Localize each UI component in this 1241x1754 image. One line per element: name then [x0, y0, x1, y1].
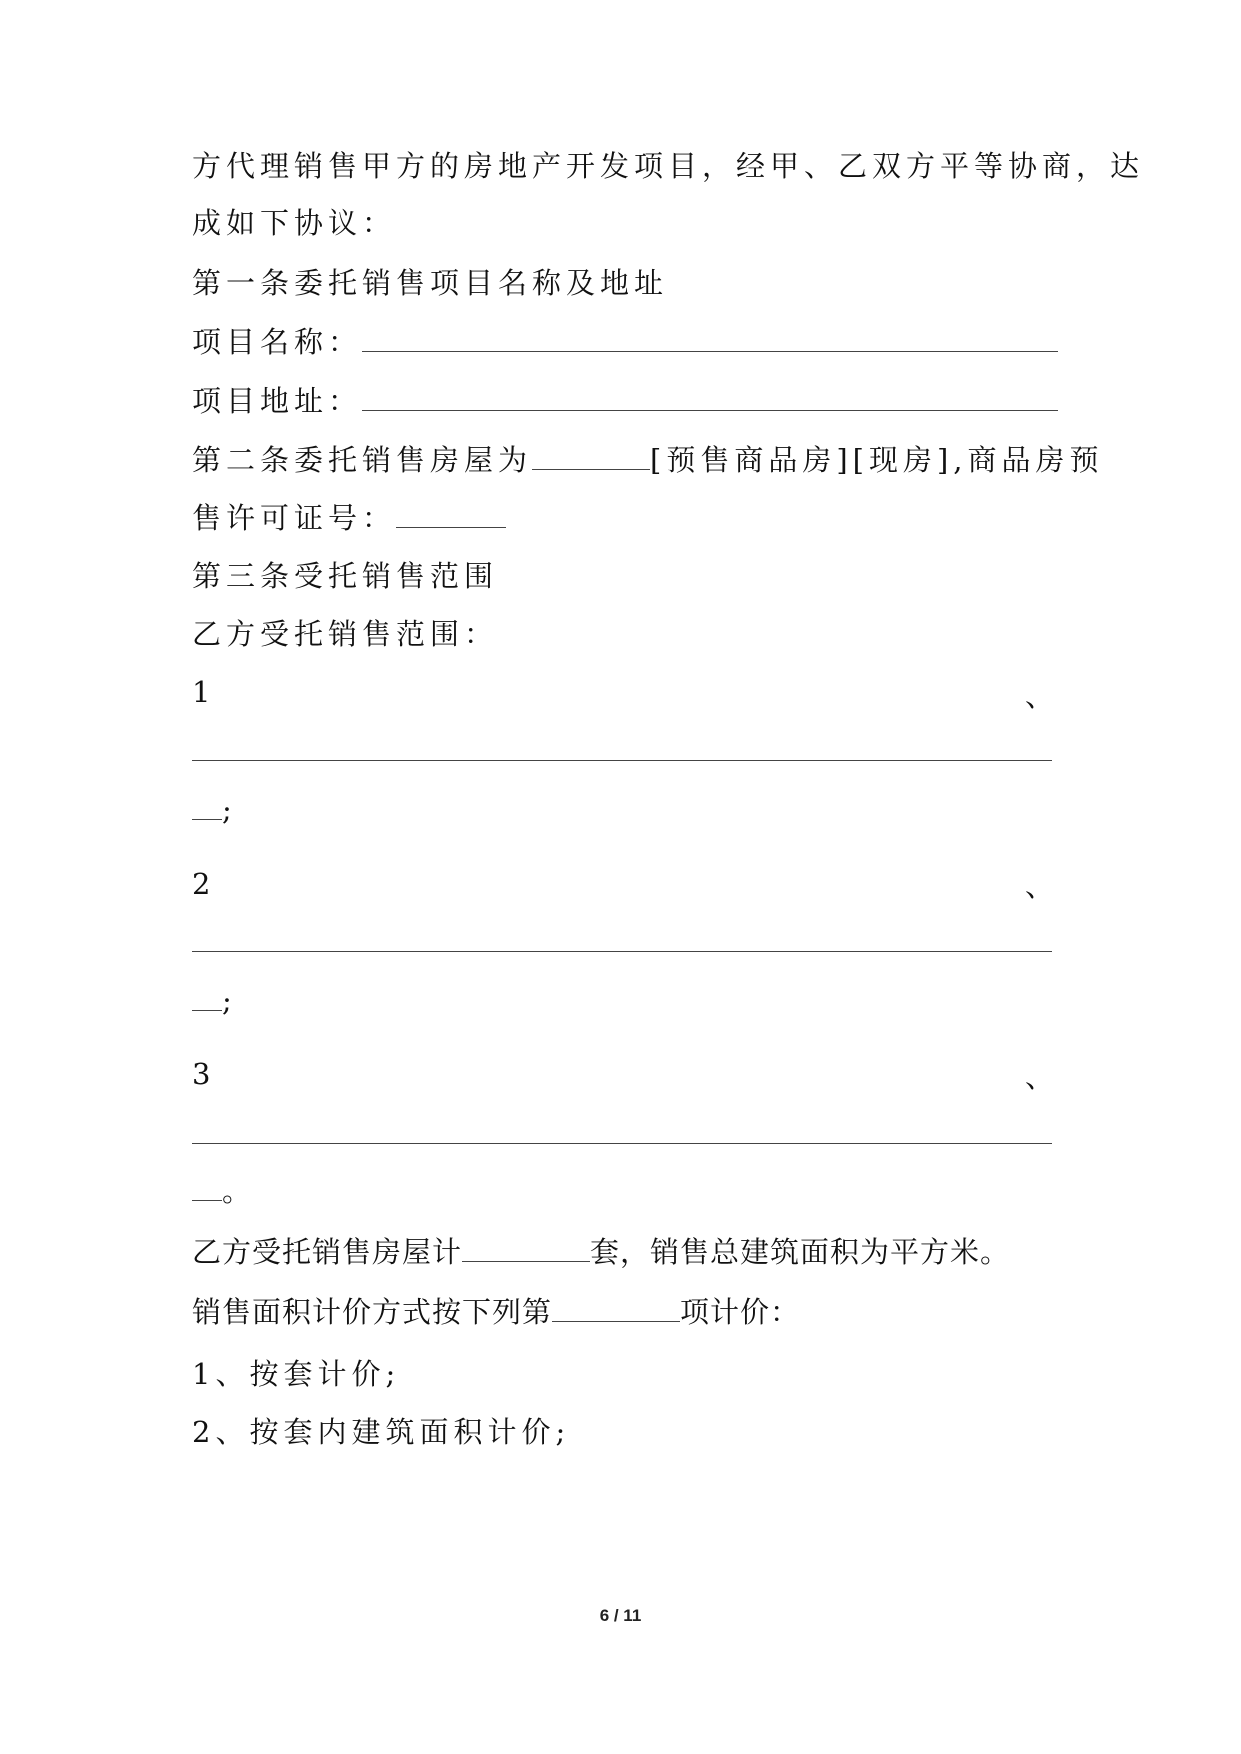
page-indicator: 6 / 11 [599, 1606, 642, 1625]
project-name-row [192, 322, 1052, 362]
paragraph-line-1: 方代理销售甲方的房地产开发项目，经甲、乙双方平等协商，达 [192, 149, 1145, 183]
permit-row [192, 498, 1052, 538]
scope-label: 乙方受托销售范围： [192, 617, 499, 651]
item-3-end [192, 1171, 1052, 1211]
article-2-line [192, 440, 1104, 480]
paragraph-line-2: 成如下协议： [192, 206, 397, 240]
pricing-option-2: 2、按套内建筑面积计价; [192, 1415, 571, 1449]
project-address-blank [362, 382, 1058, 411]
project-name-label: 项目名称： [192, 325, 363, 359]
house-count-text-b: 套，销售总建筑面积为平方米。 [590, 1235, 1011, 1269]
item-2-semicolon: ; [222, 984, 237, 1018]
pricing-option-1: 1、按套计价; [192, 1357, 401, 1391]
item-3-blank-line [192, 1143, 1052, 1144]
pricing-text-b: 项计价： [680, 1295, 801, 1329]
item-2-blank-line [192, 951, 1052, 952]
house-count-blank [462, 1233, 590, 1262]
pricing-text-a: 销售面积计价方式按下列第 [192, 1295, 553, 1329]
item-1-end [192, 790, 1052, 830]
item-1-blank-tail [192, 791, 222, 820]
item-2-mark: 、 [1025, 869, 1055, 903]
item-2-number: 2 [192, 867, 211, 901]
house-count-text-a: 乙方受托销售房屋计 [192, 1235, 463, 1269]
item-2-blank-tail [192, 982, 222, 1011]
article-2-text-a: 第二条委托销售房屋为 [192, 443, 533, 477]
item-3-number: 3 [192, 1057, 211, 1091]
item-1-number: 1 [192, 675, 211, 709]
item-2-end [192, 981, 1052, 1021]
house-count-row [192, 1232, 1052, 1272]
house-type-blank [532, 441, 650, 470]
item-1-semicolon: ; [222, 793, 237, 827]
permit-label: 售许可证号： [192, 501, 397, 535]
project-address-row [192, 381, 1052, 421]
item-1-blank-line [192, 760, 1052, 761]
pricing-blank [552, 1293, 680, 1322]
project-address-label: 项目地址： [192, 384, 363, 418]
item-3-period: 。 [222, 1174, 257, 1208]
item-3-mark: 、 [1025, 1060, 1055, 1094]
item-3-blank-tail [192, 1172, 222, 1201]
item-1-mark: 、 [1025, 679, 1055, 713]
pricing-method-row [192, 1292, 1052, 1332]
article-1-title: 第一条委托销售项目名称及地址 [192, 266, 669, 300]
article-3-title: 第三条受托销售范围 [192, 559, 499, 593]
permit-blank [396, 499, 506, 528]
article-2-text-b: [预售商品房][现房],商品房预 [650, 443, 1104, 477]
project-name-blank [362, 323, 1058, 352]
